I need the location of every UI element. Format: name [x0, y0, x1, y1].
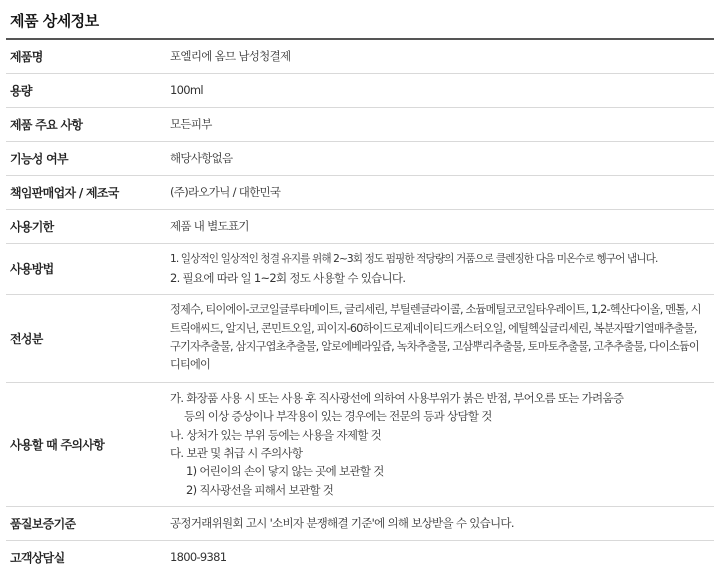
row-label-customer-service: 고객상담실 — [10, 550, 65, 565]
precaution-line-2: 등의 이상 증상이나 부작용이 있는 경우에는 전문의 등과 상담할 것 — [184, 409, 492, 424]
table-row — [6, 540, 714, 573]
usage-line-1: 1. 일상적인 일상적인 청결 유지를 위해 2~3회 정도 펌핑한 적당량의 거품으로 클렌징한 다음 미온수로 헹구어 냅니다. — [170, 253, 658, 266]
row-value-ingredients: 정제수, 티이에이-코코일글루타메이트, 글리세린, 부틸렌글라이콜, 소듐메틸코코일타우레이트, 1,2-헥산다이올, 멘톨, 시트릭애씨드, 알지닌, 콘민트오일, 피이지-60하이드로제네이티드캐스터오일, 에틸헥실글리세린, 복분자딸기열매추출물, 구기자추출물, 삼지구엽초추출물, 알로에베라잎즙, 녹차추출물, 고삼뿌리추출물, 토마토추출물, 고추추출물, 다이소듐이디티에이 — [170, 303, 701, 372]
table-row — [6, 294, 714, 382]
precaution-line-5: 1) 어린이의 손이 닿지 않는 곳에 보관할 것 — [186, 464, 384, 479]
row-value-volume: 100ml — [170, 82, 203, 97]
table-row — [6, 39, 714, 73]
table-row — [6, 243, 714, 294]
row-label-usage: 사용방법 — [10, 262, 54, 276]
row-label-ingredients: 전성분 — [10, 331, 43, 346]
row-value-expiry: 제품 내 별도표기 — [170, 218, 249, 233]
row-label-expiry: 사용기한 — [10, 219, 54, 234]
table-row — [6, 382, 714, 506]
row-label-volume: 용량 — [10, 83, 32, 98]
row-value-customer-service: 1800-9381 — [170, 549, 227, 564]
precaution-line-1: 가. 화장품 사용 시 또는 사용 후 직사광선에 의하여 사용부위가 붉은 반점, 부어오름 또는 가려움증 — [170, 390, 624, 405]
row-label-functional: 기능성 여부 — [10, 151, 68, 166]
precaution-line-4: 다. 보관 및 취급 시 주의사항 — [170, 446, 303, 460]
row-value-functional: 해당사항없음 — [170, 150, 233, 165]
table-row — [6, 209, 714, 243]
row-value-manufacturer: (주)라오가닉 / 대한민국 — [170, 184, 281, 199]
precaution-line-3: 나. 상처가 있는 부위 등에는 사용을 자제할 것 — [170, 427, 382, 442]
row-value-product-name: 포엘리에 옴므 남성청결제 — [170, 49, 291, 64]
row-label-quality: 품질보증기준 — [10, 516, 76, 531]
section-title: 제품 상세정보 — [10, 12, 99, 30]
precaution-line-6: 2) 직사광선을 피해서 보관할 것 — [186, 482, 334, 497]
table-row — [6, 506, 714, 540]
usage-line-2: 2. 필요에 따라 일 1~2회 정도 사용할 수 있습니다. — [170, 270, 406, 285]
table-row — [6, 175, 714, 209]
row-label-manufacturer: 책임판매업자 / 제조국 — [10, 185, 119, 200]
row-label-product-name: 제품명 — [10, 49, 43, 64]
table-row — [6, 73, 714, 107]
table-row — [6, 107, 714, 141]
row-label-precautions: 사용할 때 주의사항 — [10, 437, 105, 452]
row-value-quality: 공정거래위원회 고시 '소비자 분쟁해결 기준'에 의해 보상받을 수 있습니다. — [170, 515, 514, 530]
table-row — [6, 141, 714, 175]
row-value-key-info: 모든피부 — [170, 116, 212, 131]
row-value-usage — [164, 243, 714, 294]
row-value-precautions — [164, 382, 714, 506]
row-label-key-info: 제품 주요 사항 — [10, 117, 83, 132]
product-info-table — [6, 38, 714, 573]
